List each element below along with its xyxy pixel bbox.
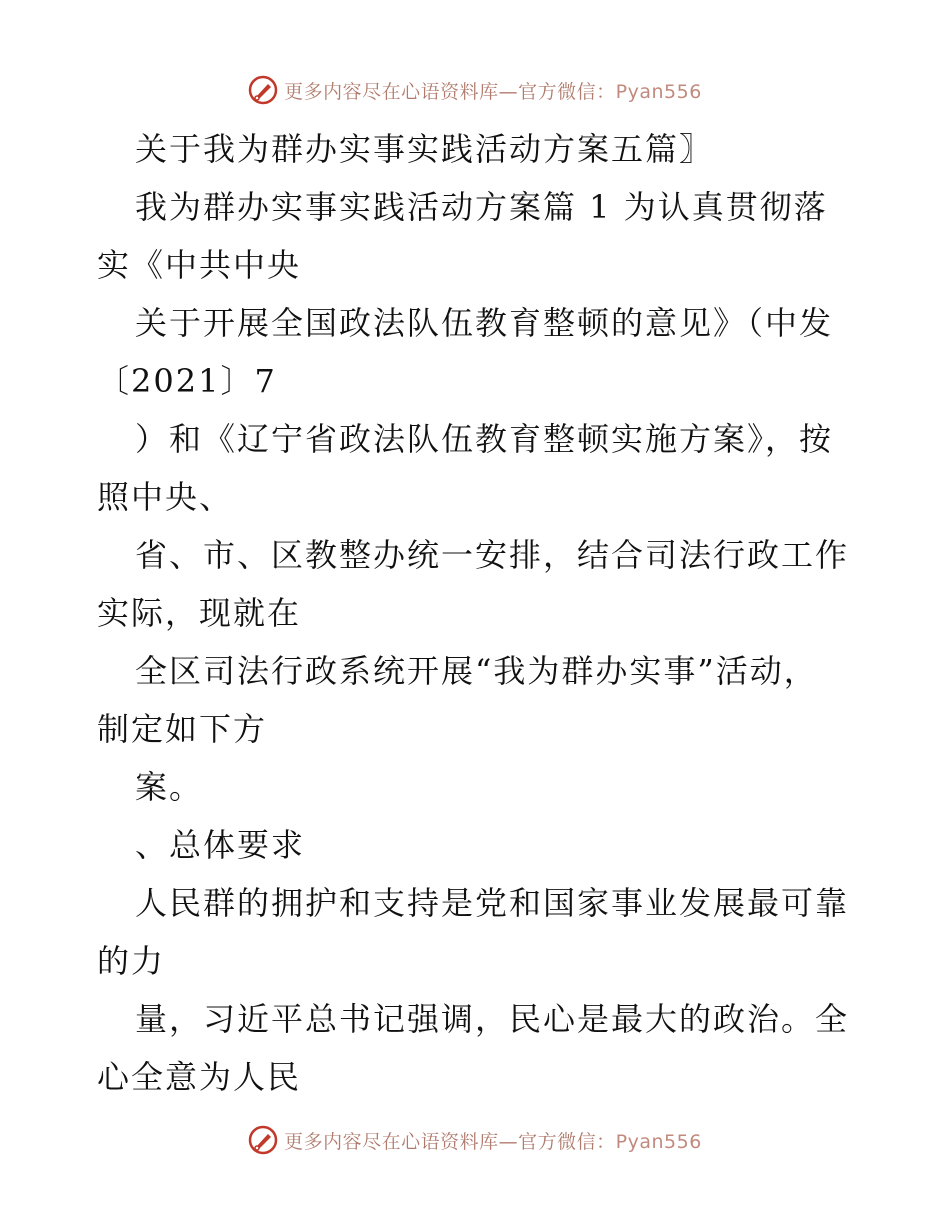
paragraph-line: 省、市、区教整办统一安排，结合司法行政工作 xyxy=(135,536,850,574)
section-heading: 、总体要求 xyxy=(135,826,306,864)
header-banner xyxy=(0,70,950,110)
paragraph-line: ）和《辽宁省政法队伍教育整顿实施方案》，按 xyxy=(135,420,834,458)
paragraph-line: 量，习近平总书记强调，民心是最大的政治。全 xyxy=(135,1000,850,1038)
paragraph-line: 制定如下方 xyxy=(97,710,268,748)
document-body xyxy=(97,120,857,1106)
paragraph-line: 全区司法行政系统开展“我为群办实事”活动， xyxy=(135,652,818,690)
footer-banner-text xyxy=(284,1127,702,1154)
paragraph-line: 的力 xyxy=(97,942,166,980)
footer-banner-label: 更多内容尽在心语资料库—官方微信： xyxy=(284,1130,616,1153)
footer-wechat-id: Pyan556 xyxy=(615,1130,702,1153)
pen-nib-logo-icon xyxy=(248,75,278,105)
paragraph-line: 照中央、 xyxy=(97,478,234,516)
header-banner-label: 更多内容尽在心语资料库—官方微信： xyxy=(284,80,616,103)
document-title: 关于我为群办实事实践活动方案五篇〗 xyxy=(135,130,714,168)
paragraph-line: 我为群办实事实践活动方案篇 1 为认真贯彻落 xyxy=(135,188,828,226)
paragraph-line: 实《中共中央 xyxy=(97,246,302,284)
footer-banner xyxy=(0,1120,950,1160)
paragraph-line: 〔2021〕7 xyxy=(97,362,277,400)
header-wechat-id: Pyan556 xyxy=(615,80,702,103)
paragraph-line: 关于开展全国政法队伍教育整顿的意见》（中发 xyxy=(135,304,834,342)
paragraph-line: 人民群的拥护和支持是党和国家事业发展最可靠 xyxy=(135,884,850,922)
paragraph-line: 实际，现就在 xyxy=(97,594,302,632)
paragraph-line: 心全意为人民 xyxy=(97,1058,302,1096)
paragraph-line: 案。 xyxy=(135,768,204,806)
header-banner-text xyxy=(284,77,702,104)
pen-nib-logo-icon xyxy=(248,1125,278,1155)
